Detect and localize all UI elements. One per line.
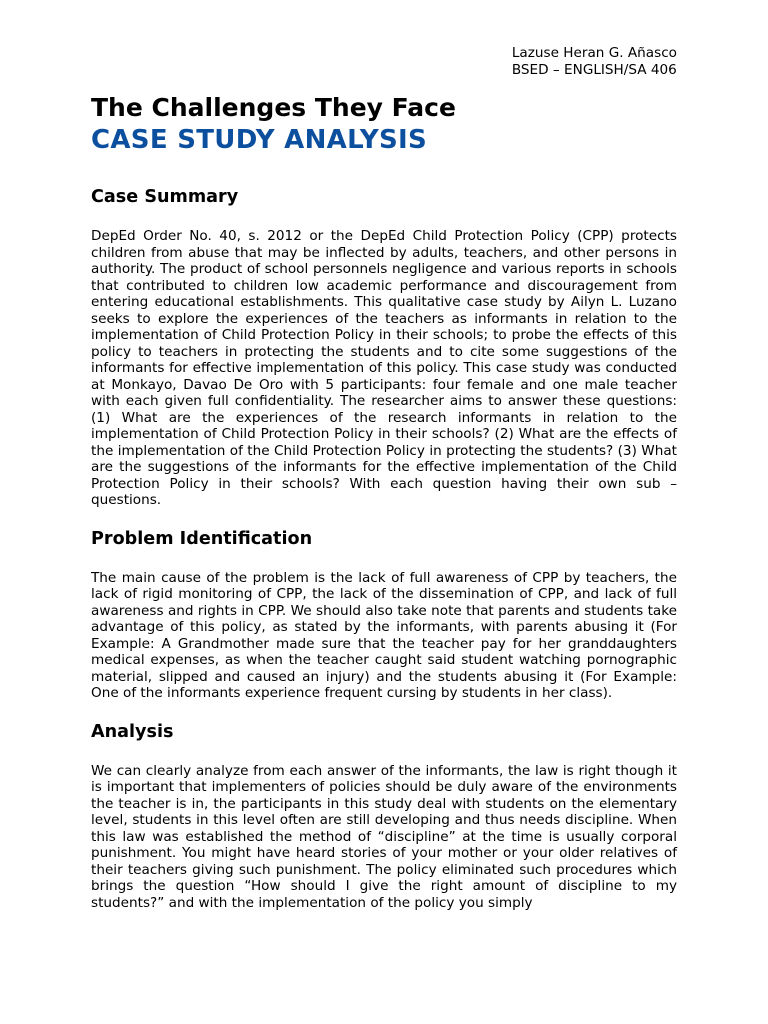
section-body-problem-identification: The main cause of the problem is the lack of full awareness of CPP by teachers, the lack of rigid monitoring of CPP, the lack of the dissemination of CPP, and lack of full awareness and rights in CPP. We should also take note that parents and students take advantage of this policy, as stated by the informants, with parents abusing it (For Example: A Grandmother made sure that the teacher pay for her granddaughters medical expenses, as when the teacher caught said student watching pornographic material, slipped and caused an injury) and the students abusing it (For Example: One of the informants experience frequent cursing by students in her class). [91,569,677,701]
section-heading-problem-identification: Problem Identification [91,528,313,549]
section-heading-analysis: Analysis [91,721,174,742]
document-subtitle: CASE STUDY ANALYSIS [91,125,428,155]
section-body-case-summary: DepEd Order No. 40, s. 2012 or the DepEd Child Protection Policy (CPP) protects children from abuse that may be inflected by adults, teachers, and other persons in authority. The product of school personnels negligence and various reports in schools that contributed to children low academic performance and discouragement from entering educational establishments. This qualitative case study by Ailyn L. Luzano seeks to explore the experiences of the teachers as informants in relation to the implementation of Child Protection Policy in their schools; to probe the effects of this policy to teachers in protecting the students and to cite some suggestions of the informants for effective implementation of this policy. This case study was conducted at Monkayo, Davao De Oro with 5 participants: four female and one male teacher with each given full confidentiality. The researcher aims to answer these questions: (1) What are the experiences of the research informants in relation to the implementation of Child Protection Policy in their schools? (2) What are the effects of the implementation of the Child Protection Policy in protecting the students? (3) What are the suggestions of the informants for the effective implementation of the Child Protection Policy in their schools? With each question having their own sub – questions. [91,228,677,508]
author-block [512,45,677,79]
section-body-analysis: We can clearly analyze from each answer of the informants, the law is right though it is important that implementers of policies should be duly aware of the environments the teacher is in, the participants in this study deal with students on the elementary level, students in this level often are still developing and thus needs discipline. When this law was established the method of “discipline” at the time is usually corporal punishment. You might have heard stories of your mother or your older relatives of their teachers giving such punishment. The policy eliminated such procedures which brings the question “How should I give the right amount of discipline to my students?” and with the implementation of the policy you simply [91,762,677,911]
document-title: The Challenges They Face [91,93,456,122]
author-name: Lazuse Heran G. Añasco [511,45,677,61]
author-course: BSED – ENGLISH/SA 406 [511,62,677,78]
section-heading-case-summary: Case Summary [91,187,239,207]
document-body [91,92,677,911]
